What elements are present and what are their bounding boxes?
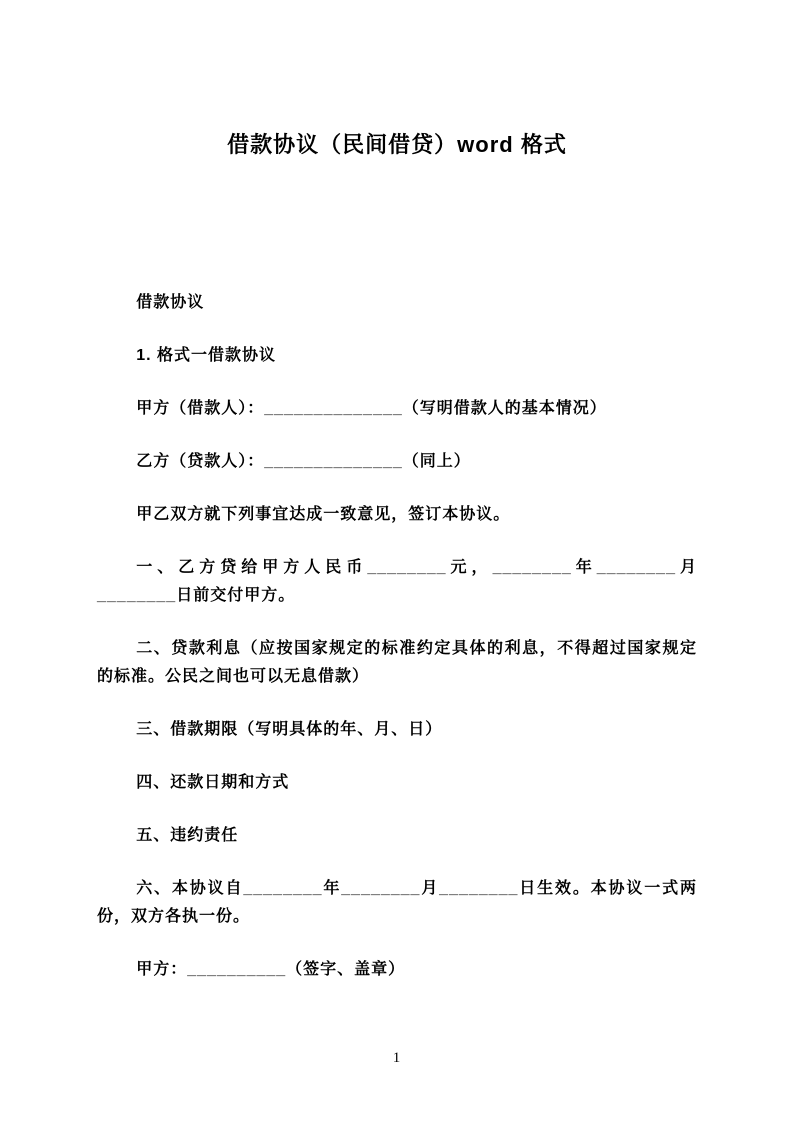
clause-6-effective-date: 六、本协议自________年________月________日生效。本协议一式两份，双方各执一份。 (97, 880, 697, 925)
clause-4-repayment: 四、还款日期和方式 (136, 774, 290, 791)
clause-1-loan-amount: 一、乙方贷给甲方人民币________元，________年________月________日前交付甲方。 (97, 559, 697, 604)
agreement-intro-line: 甲乙双方就下列事宜达成一致意见，签订本协议。 (136, 506, 511, 523)
format-label: 1. 格式一借款协议 (136, 347, 276, 364)
clause-3-term: 三、借款期限（写明具体的年、月、日） (136, 721, 443, 738)
party-b-line: 乙方（贷款人）：______________（同上） (136, 453, 471, 470)
party-a-signature-line: 甲方：__________（签字、盖章） (136, 961, 406, 978)
document-title: 借款协议（民间借贷）word 格式 (227, 132, 567, 157)
page-number: 1 (392, 1050, 401, 1066)
clause-2-interest: 二、贷款利息（应按国家规定的标准约定具体的利息，不得超过国家规定的标准。公民之间也可以无息借款） (97, 640, 697, 685)
clause-5-liability: 五、违约责任 (136, 827, 239, 844)
document-body (97, 289, 697, 984)
doc-heading-paragraph: 借款协议 (136, 294, 205, 311)
party-a-line: 甲方（借款人）：______________（写明借款人的基本情况） (136, 400, 607, 417)
